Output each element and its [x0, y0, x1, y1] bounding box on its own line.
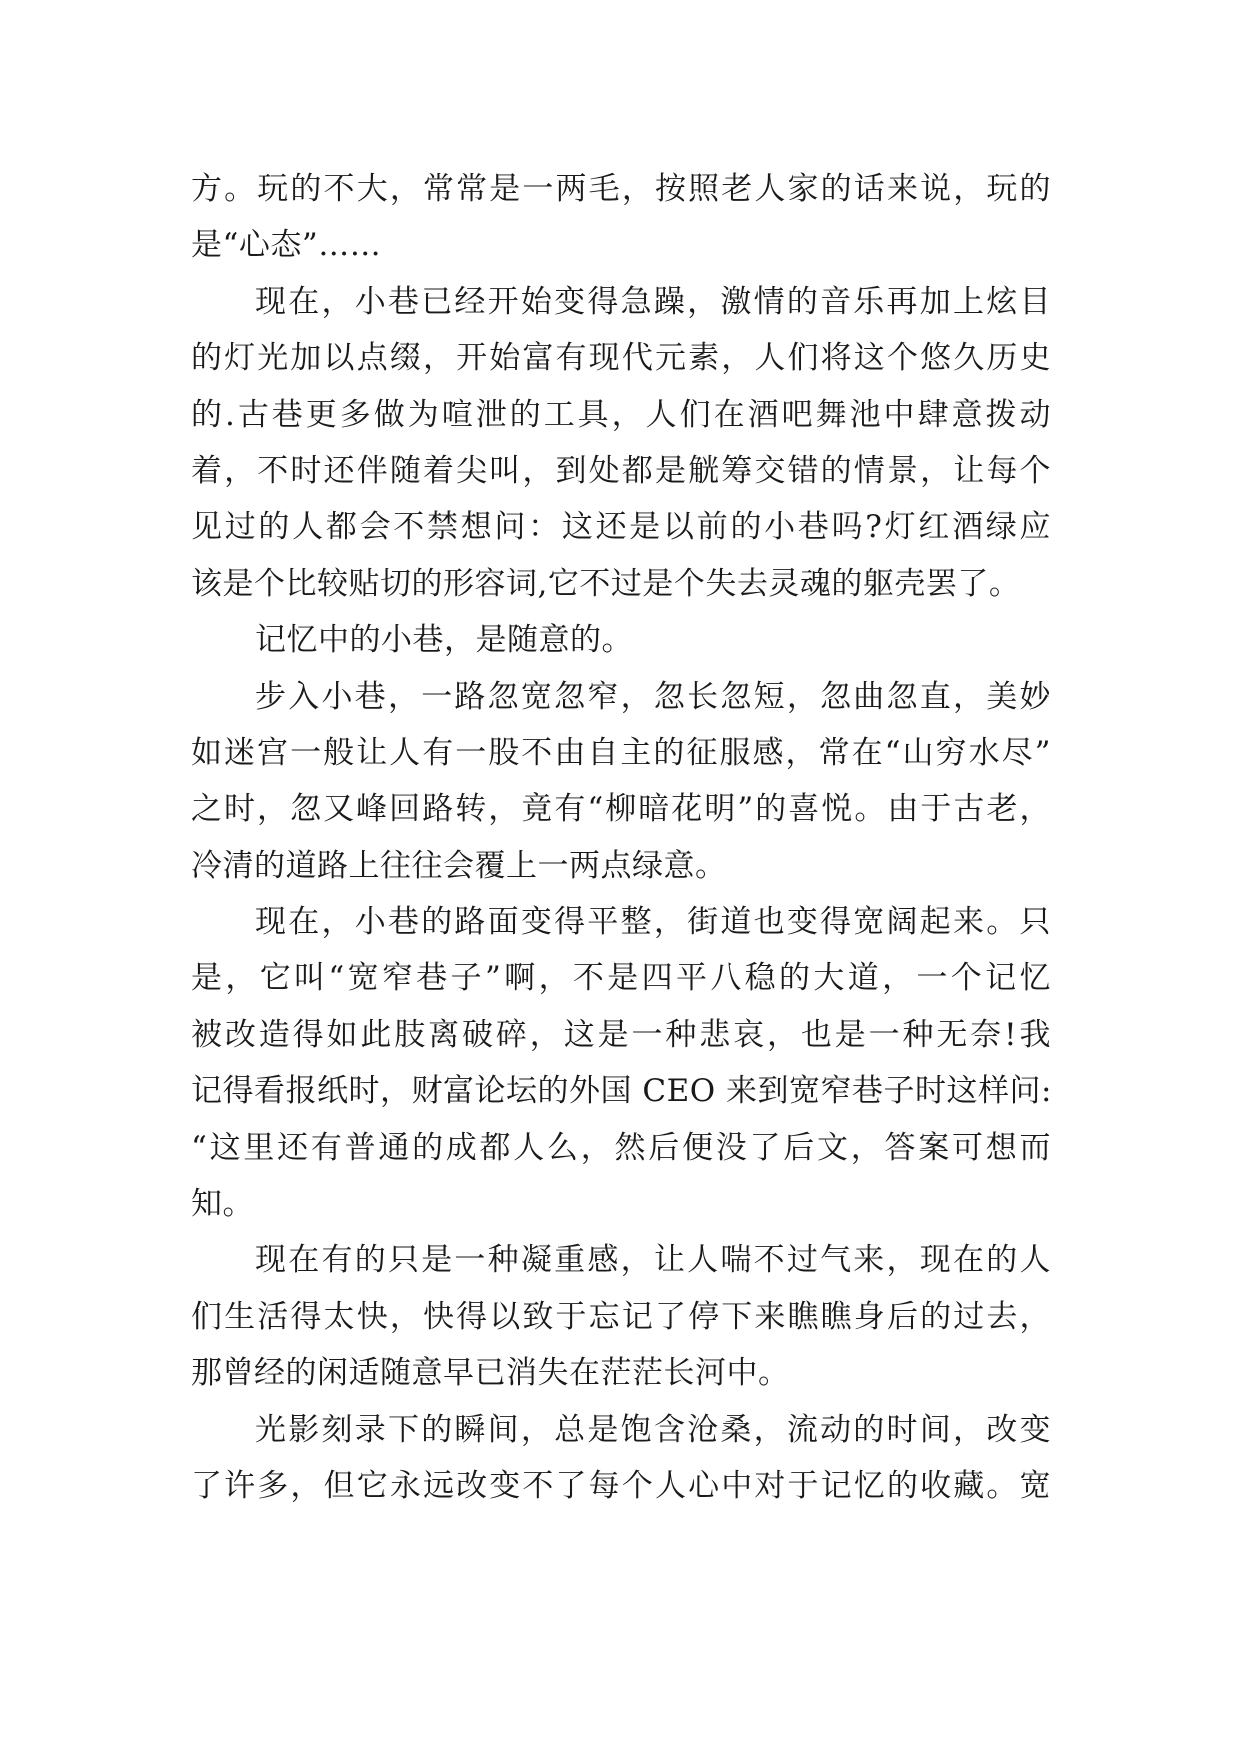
text-line: 现在，小巷已经开始变得急躁，激情的音乐再加上炫目: [255, 283, 1051, 320]
text-line: 们生活得太快，快得以致于忘记了停下来瞧瞧身后的过去，: [191, 1298, 1051, 1335]
text-line: 冷清的道路上往往会覆上一两点绿意。: [191, 847, 727, 884]
text-line: 那曾经的闲适随意早已消失在茫茫长河中。: [191, 1355, 790, 1392]
text-line: 见过的人都会不禁想问：这还是以前的小巷吗?灯红酒绿应: [191, 509, 1051, 546]
text-line: 该是个比较贴切的形容词,它不过是个失去灵魂的躯壳罢了。: [191, 565, 1021, 602]
text-line: 现在，小巷的路面变得平整，街道也变得宽阔起来。只: [255, 904, 1051, 941]
text-line: 现在有的只是一种凝重感，让人喘不过气来，现在的人: [255, 1242, 1051, 1279]
text-line: 步入小巷，一路忽宽忽窄，忽长忽短，忽曲忽直，美妙: [255, 678, 1051, 715]
text-line: 了许多，但它永远改变不了每个人心中对于记忆的收藏。宽: [191, 1467, 1051, 1504]
text-line: 被改造得如此肢离破碎，这是一种悲哀，也是一种无奈!我: [191, 1016, 1051, 1053]
text-line: 记忆中的小巷，是随意的。: [255, 622, 633, 659]
text-line: 是，它叫“宽窄巷子”啊，不是四平八稳的大道，一个记忆: [191, 960, 1051, 997]
document-body: [191, 161, 1051, 1514]
text-line: 光影刻录下的瞬间，总是饱含沧桑，流动的时间，改变: [255, 1411, 1051, 1448]
text-line: 方。玩的不大，常常是一两毛，按照老人家的话来说，玩的: [191, 171, 1051, 207]
text-line: 的.古巷更多做为喧泄的工具，人们在酒吧舞池中肆意拨动: [191, 396, 1051, 433]
text-line: 的灯光加以点缀，开始富有现代元素，人们将这个悠久历史: [191, 340, 1051, 377]
text-line: “这里还有普通的成都人么，然后便没了后文，答案可想而: [191, 1129, 1051, 1166]
text-line: 是“心态”……: [191, 227, 382, 264]
text-line: 之时，忽又峰回路转，竟有“柳暗花明”的喜悦。由于古老，: [191, 791, 1051, 828]
text-line: 着，不时还伴随着尖叫，到处都是觥筹交错的情景，让每个: [191, 452, 1051, 489]
text-line: 如迷宫一般让人有一股不由自主的征服感，常在“山穷水尽”: [191, 734, 1051, 771]
text-line: 知。: [191, 1186, 254, 1223]
text-line: 记得看报纸时，财富论坛的外国 CEO 来到宽窄巷子时这样问:: [191, 1073, 1052, 1110]
